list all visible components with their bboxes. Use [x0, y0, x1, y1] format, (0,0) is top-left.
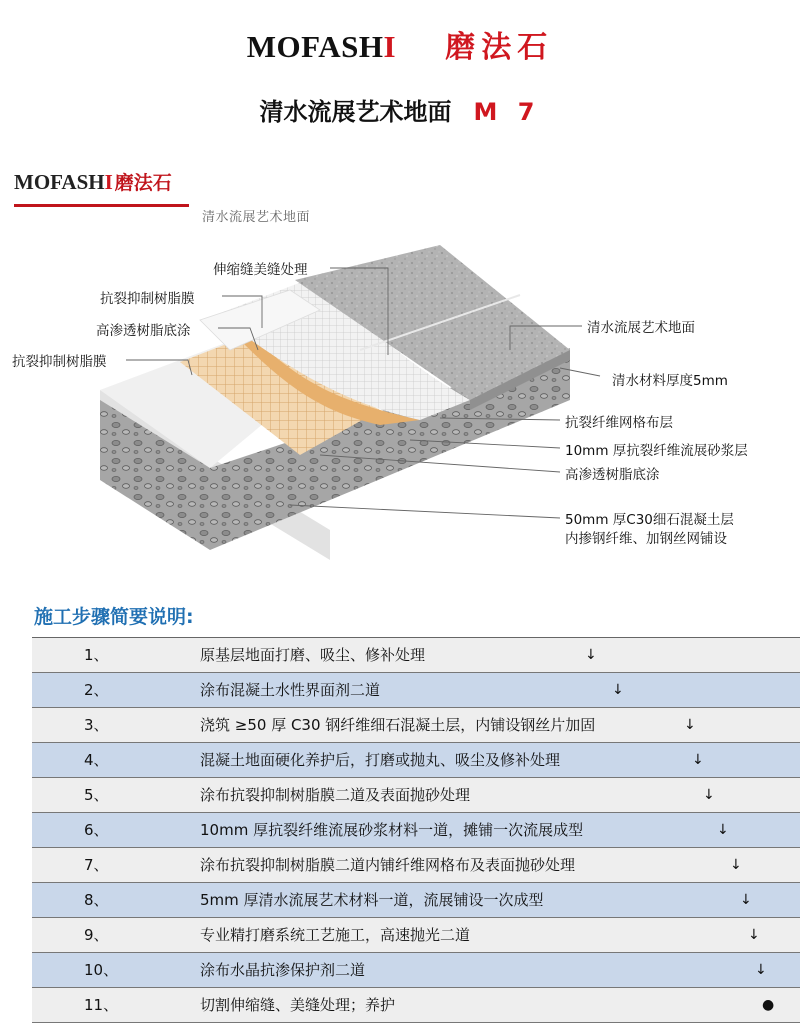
diagram-logo-en: MOFASHI: [14, 170, 113, 194]
callout-concrete-note: 内掺钢纤维、加钢丝网铺设: [565, 531, 727, 547]
steps-title: 施工步骤简要说明:: [34, 606, 194, 628]
arrow-down-icon: ↓: [612, 682, 624, 698]
callout-joint: 伸缩缝美缝处理: [213, 262, 308, 278]
table-row: 1、 原基层地面打磨、吸尘、修补处理 ↓: [32, 638, 800, 673]
callout-primer-top: 高渗透树脂底涂: [96, 323, 191, 339]
table-row: 3、 浇筑 ≥50 厚 C30 钢纤维细石混凝土层，内铺设钢丝片加固 ↓: [32, 708, 800, 743]
callout-membrane-top: 抗裂抑制树脂膜: [100, 291, 195, 307]
callout-membrane-bottom: 抗裂抑制树脂膜: [12, 354, 107, 370]
table-row: 9、 专业精打磨系统工艺施工，高速抛光二道 ↓: [32, 918, 800, 953]
table-row: 11、 切割伸缩缝、美缝处理；养护 ●: [32, 988, 800, 1023]
arrow-down-icon: ↓: [740, 892, 752, 908]
subtitle-text: 清水流展艺术地面: [259, 98, 452, 126]
page-subtitle: [0, 92, 800, 127]
table-row: 4、 混凝土地面硬化养护后，打磨或抛丸、吸尘及修补处理 ↓: [32, 743, 800, 778]
arrow-down-icon: ↓: [703, 787, 715, 803]
layer-diagram: [0, 150, 800, 590]
table-row: 5、 涂布抗裂抑制树脂膜二道及表面抛砂处理 ↓: [32, 778, 800, 813]
bullet-icon: ●: [762, 997, 775, 1013]
brand-header: [0, 22, 800, 66]
steps-table: [32, 637, 800, 1023]
arrow-down-icon: ↓: [748, 927, 760, 943]
table-row: 6、 10mm 厚抗裂纤维流展砂浆材料一道，摊铺一次流展成型 ↓: [32, 813, 800, 848]
table-row: 10、 涂布水晶抗渗保护剂二道 ↓: [32, 953, 800, 988]
callout-concrete: 50mm 厚C30细石混凝土层: [565, 512, 734, 528]
product-code: M 7: [473, 98, 541, 126]
table-row: 8、 5mm 厚清水流展艺术材料一道，流展铺设一次成型 ↓: [32, 883, 800, 918]
callout-art-floor: 清水流展艺术地面: [587, 320, 695, 336]
arrow-down-icon: ↓: [692, 752, 704, 768]
arrow-down-icon: ↓: [755, 962, 767, 978]
callout-mortar: 10mm 厚抗裂纤维流展砂浆层: [565, 443, 748, 459]
arrow-down-icon: ↓: [730, 857, 742, 873]
diagram-logo-cn: 磨法石: [114, 172, 172, 194]
arrow-down-icon: ↓: [585, 647, 597, 663]
callout-thickness: 清水材料厚度5mm: [612, 373, 728, 389]
leader-concrete: [290, 505, 560, 518]
diagram-logo-subtitle: 清水流展艺术地面: [202, 210, 311, 225]
table-row: 2、 涂布混凝土水性界面剂二道 ↓: [32, 673, 800, 708]
table-row: 7、 涂布抗裂抑制树脂膜二道内铺纤维网格布及表面抛砂处理 ↓: [32, 848, 800, 883]
arrow-down-icon: ↓: [684, 717, 696, 733]
callout-primer-bottom: 高渗透树脂底涂: [565, 467, 660, 483]
brand-name-cn: 磨法石: [445, 30, 554, 65]
brand-name-en: MOFASHI: [246, 29, 397, 64]
callout-fiber-mesh: 抗裂纤维网格布层: [565, 415, 673, 431]
arrow-down-icon: ↓: [717, 822, 729, 838]
